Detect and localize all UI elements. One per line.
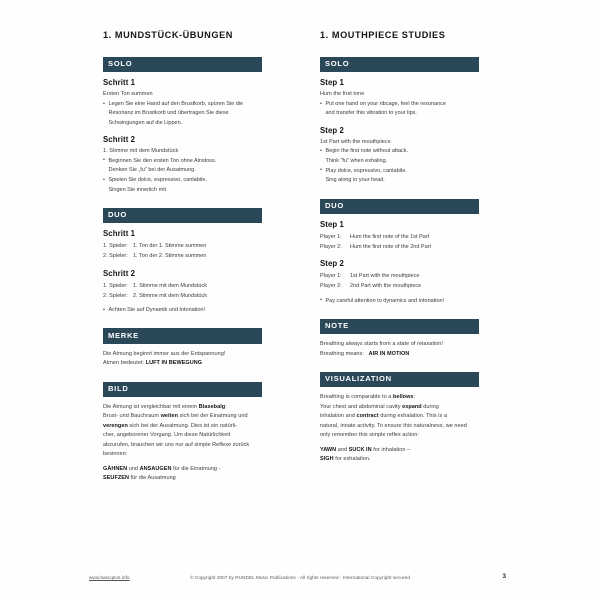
- section-body: [320, 393, 479, 464]
- body-line-emphasis: Die Atmung ist vergleichbar mit einem Blasebalg:: [103, 403, 227, 410]
- body-line-emphasis: Breathing is comparable to a bellows:: [320, 394, 416, 401]
- publisher-website-link[interactable]: www.basicplus.info: [89, 575, 130, 580]
- player-action: 1. Ton der 1. Stimme summen: [133, 243, 207, 250]
- body-line: Hum the first tone: [320, 91, 365, 98]
- player-instruction-row: [320, 281, 479, 291]
- left-sections-container: [103, 57, 262, 483]
- body-line: cher, angeborener Vorgang. Um diese Natürlichkeit: [103, 432, 231, 439]
- section-body: [103, 229, 262, 315]
- bullet-continuation: Denken Sie „fu" bei der Ausatmung.: [108, 167, 196, 174]
- body-line: 1. Stimme mit dem Mundstück: [103, 148, 179, 155]
- player-instruction-row: [320, 232, 479, 242]
- bullet-continuation: Schwingungen auf die Lippen.: [108, 119, 183, 126]
- bullet-item: [103, 306, 262, 315]
- body-line-emphasis: Breathing means: AIR IN MOTION: [320, 350, 410, 357]
- right-column-english: [320, 30, 479, 484]
- bullet-item: [320, 167, 479, 186]
- player-action: 1. Stimme mit dem Mundstück: [133, 282, 207, 289]
- bullet-item: [103, 157, 262, 176]
- body-line: besinnen:: [103, 451, 128, 458]
- player-action: Hum the first note of the 1st Part: [350, 233, 430, 240]
- body-line-emphasis: Brust- und Bauchraum weiten sich bei der Einatmung und: [103, 413, 248, 420]
- page-title-english: 1. MOUTHPIECE STUDIES: [320, 30, 446, 40]
- body-line-emphasis: SIGH for exhalation.: [320, 456, 371, 463]
- copyright-notice: © Copyright 2007 by RUNDEL Music Publications - All rights reserved - International Copyright secured: [190, 575, 410, 580]
- bullet-item: [103, 100, 262, 128]
- section-body: [103, 78, 262, 195]
- section-header-duo: DUO: [320, 199, 479, 214]
- player-label: Player 1:: [320, 273, 342, 280]
- bullet-item: [320, 147, 479, 166]
- bullet-continuation: Singen Sie innerlich mit: [108, 186, 166, 193]
- section-header-solo: SOLO: [320, 57, 479, 72]
- body-line-emphasis: verengen sich bei der Ausatmung. Dies ist ein natürli-: [103, 422, 238, 429]
- bullet-text: Play dolce, espressivo, cantabile.: [325, 167, 407, 174]
- section-body: [320, 78, 479, 185]
- player-label: 1. Spieler:: [103, 243, 128, 250]
- player-action: 2nd Part with the mouthpiece: [350, 283, 422, 290]
- section-body: [103, 350, 262, 369]
- bullet-continuation: Resonanz im Brustkorb und übertragen Sie diese: [108, 110, 229, 117]
- player-action: 1st Part with the mouthpiece: [350, 273, 420, 280]
- right-sections-container: [320, 57, 479, 465]
- section-header-visualization: VISUALIZATION: [320, 372, 479, 387]
- body-line-emphasis: Atmen bedeutet: LUFT IN BEWEGUNG: [103, 360, 203, 367]
- section-header-solo: SOLO: [103, 57, 262, 72]
- bullet-text: Achten Sie auf Dynamik und Intonation!: [108, 306, 206, 313]
- body-line: natural, innate activity. To ensure this naturalness, we need: [320, 422, 467, 429]
- page-number: 3: [502, 573, 506, 580]
- player-instruction-row: [103, 291, 262, 301]
- body-line: Die Atmung beginnt immer aus der Entspannung!: [103, 350, 226, 357]
- section-body: [103, 403, 262, 484]
- player-label: Player 1:: [320, 233, 342, 240]
- step-heading: Step 1: [320, 219, 344, 229]
- player-action: 2. Stimme mit dem Mundstück: [133, 292, 207, 299]
- bullet-text: Spielen Sie dolce, espressivo, cantabile.: [108, 177, 207, 184]
- two-column-layout: [103, 30, 479, 484]
- body-line-emphasis: SEUFZEN für die Ausatmung: [103, 475, 176, 482]
- step-heading: Schritt 2: [103, 135, 136, 145]
- player-label: 1. Spieler:: [103, 282, 128, 289]
- body-line: 1st Part with the mouthpiece: [320, 138, 391, 145]
- bullet-continuation: and transfer this vibration to your lips.: [325, 110, 417, 117]
- body-line: Ersten Ton summen: [103, 91, 153, 98]
- player-action: 1. Ton der 2. Stimme summen: [133, 253, 207, 260]
- section-header-merke: MERKE: [103, 328, 262, 343]
- step-heading: Schritt 1: [103, 78, 136, 88]
- player-label: 2. Spieler:: [103, 253, 128, 260]
- step-heading: Schritt 1: [103, 229, 136, 239]
- step-heading: Schritt 2: [103, 268, 136, 278]
- player-instruction-row: [103, 241, 262, 251]
- section-body: [320, 340, 479, 359]
- section-body: [320, 220, 479, 306]
- bullet-item: [320, 297, 479, 306]
- section-header-bild: BILD: [103, 382, 262, 397]
- body-line: Breathing always starts from a state of relaxation!: [320, 341, 443, 348]
- bullet-continuation: Think "fu" when exhaling.: [325, 157, 388, 164]
- body-line-emphasis: YAWN and SUCK IN for inhalation –: [320, 446, 411, 453]
- body-line-emphasis: Your chest and abdominal cavity expand during: [320, 403, 439, 410]
- bullet-item: [320, 100, 479, 119]
- bullet-continuation: Sing along in your head.: [325, 177, 385, 184]
- player-instruction-row: [320, 242, 479, 252]
- player-label: 2. Spieler:: [103, 292, 128, 299]
- player-instruction-row: [103, 281, 262, 291]
- bullet-text: Legen Sie eine Hand auf den Brustkorb, spüren Sie die: [108, 100, 244, 107]
- left-column-german: [103, 30, 262, 484]
- player-instruction-row: [320, 271, 479, 281]
- step-heading: Step 2: [320, 259, 344, 269]
- section-header-duo: DUO: [103, 208, 262, 223]
- page-title-german: 1. MUNDSTÜCK-ÜBUNGEN: [103, 30, 233, 40]
- player-label: Player 2:: [320, 244, 342, 250]
- player-action: Hum the first note of the 2nd Part: [350, 244, 432, 250]
- body-line: only remember this simple reflex action:: [320, 432, 419, 439]
- body-line-emphasis: GÄHNEN und ANSAUGEN für die Einatmung -: [103, 465, 221, 472]
- bullet-item: [103, 176, 262, 195]
- bullet-text: Put one hand on your ribcage, feel the resonance: [325, 100, 446, 107]
- body-line: abzurufen, brauchen wir uns nur auf simple Reflexe zurück: [103, 441, 250, 448]
- bullet-text: Begin the first note without attack.: [325, 148, 409, 155]
- body-line-emphasis: inhalation and contract during exhalation. This is a: [320, 413, 447, 420]
- step-heading: Step 1: [320, 78, 344, 88]
- section-header-note: NOTE: [320, 319, 479, 334]
- player-label: Player 2:: [320, 283, 342, 290]
- step-heading: Step 2: [320, 125, 344, 135]
- bullet-text: Pay careful attention to dynamics and intonation!: [325, 297, 445, 304]
- page-footer: [0, 566, 600, 600]
- bullet-text: Beginnen Sie den ersten Ton ohne Ainstoss.: [108, 157, 217, 164]
- player-instruction-row: [103, 251, 262, 261]
